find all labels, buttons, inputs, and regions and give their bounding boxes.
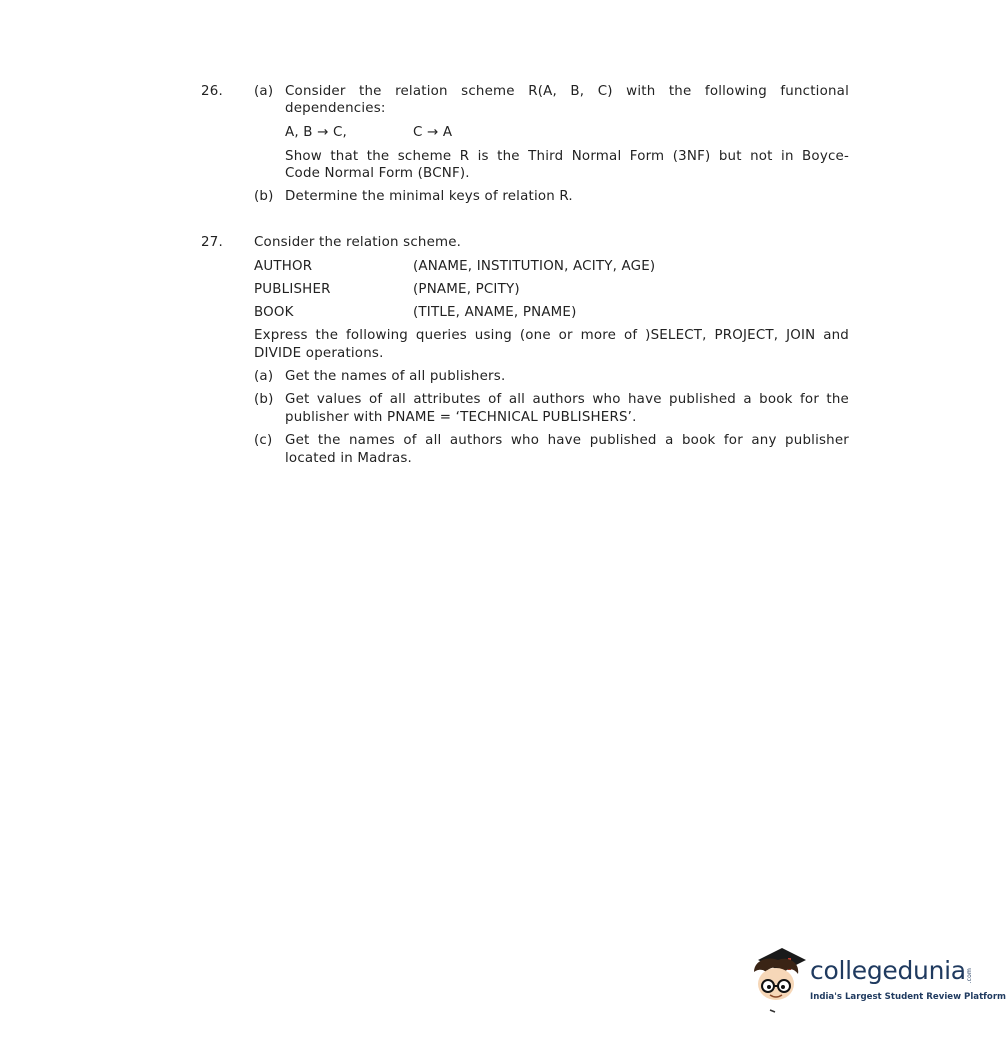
question-27c-label: (c): [254, 433, 273, 448]
question-26a-line2: dependencies:: [285, 101, 386, 116]
question-26-show-line2: Code Normal Form (BCNF).: [285, 166, 470, 181]
question-26b-text: Determine the minimal keys of relation R.: [285, 189, 573, 204]
question-27c-line1: Get the names of all authors who have published a book for any publisher: [285, 433, 849, 448]
functional-dependency-2: C → A: [413, 125, 453, 140]
relation-attributes: (ANAME, INSTITUTION, ACITY, AGE): [413, 259, 656, 274]
relation-attributes: (PNAME, PCITY): [413, 282, 520, 297]
relation-name: BOOK: [254, 305, 294, 320]
question-27a-text: Get the names of all publishers.: [285, 369, 506, 384]
question-27a-label: (a): [254, 369, 274, 384]
question-26b-label: (b): [254, 189, 274, 204]
question-27-express-line2: DIVIDE operations.: [254, 346, 384, 361]
question-27c-line2: located in Madras.: [285, 451, 412, 466]
brand-name: collegedunia: [810, 956, 966, 985]
question-26-number: 26.: [201, 84, 223, 99]
question-27-express-line1: Express the following queries using (one or more of )SELECT, PROJECT, JOIN and: [254, 328, 849, 343]
relation-name: PUBLISHER: [254, 282, 331, 297]
relation-attributes: (TITLE, ANAME, PNAME): [413, 305, 577, 320]
brand-suffix: .com: [966, 968, 973, 984]
question-27b-line2: publisher with PNAME = ‘TECHNICAL PUBLISHERS’.: [285, 410, 637, 425]
question-26a-label: (a): [254, 84, 274, 99]
brand-tagline: India's Largest Student Review Platform: [810, 992, 1007, 1002]
question-27b-line1: Get values of all attributes of all authors who have published a book for the: [285, 392, 849, 407]
mascot-icon: [748, 942, 810, 1014]
question-26a-line1: Consider the relation scheme R(A, B, C) with the following functional: [285, 84, 849, 99]
functional-dependency-1: A, B → C,: [285, 125, 347, 140]
question-27-number: 27.: [201, 235, 223, 250]
question-27-intro: Consider the relation scheme.: [254, 235, 462, 250]
relation-name: AUTHOR: [254, 259, 313, 274]
question-27b-label: (b): [254, 392, 274, 407]
question-26-show-line1: Show that the scheme R is the Third Normal Form (3NF) but not in Boyce-: [285, 149, 849, 164]
